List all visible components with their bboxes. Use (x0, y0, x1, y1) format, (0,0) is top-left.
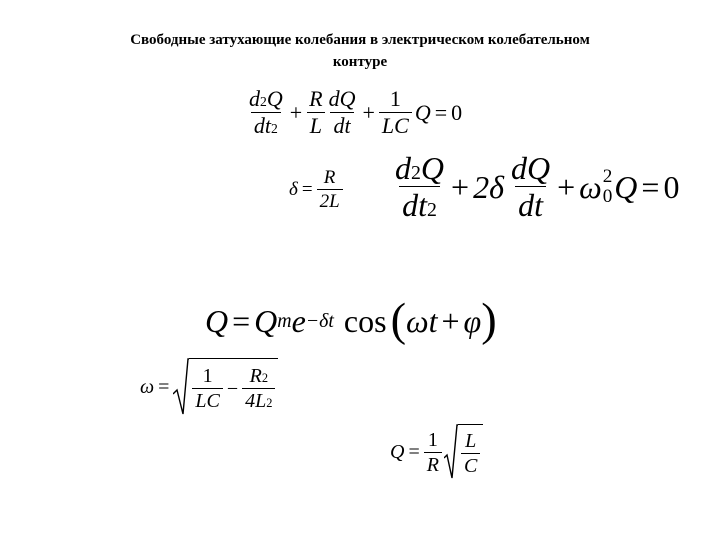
fraction-d2q-dt2: d 2 Q dt 2 (249, 86, 283, 138)
zero: 0 (451, 99, 463, 125)
fraction-r-over-2l (317, 168, 343, 211)
zero: 0 (663, 168, 680, 205)
fraction-d2q-dt2: d 2 Q dt 2 (395, 150, 445, 223)
equals-sign: = (408, 441, 420, 463)
fraction-r2-over-4l2: R 2 4L 2 (242, 366, 275, 411)
equation-frequency (140, 358, 278, 416)
symbol-d: d (249, 86, 260, 111)
symbol-dq: dQ (510, 150, 551, 186)
symbol-r: R (309, 86, 323, 111)
symbol-q: Q (420, 150, 445, 186)
fraction-1-over-lc (192, 366, 222, 411)
symbol-phi: φ (463, 303, 482, 340)
radical-sign-icon (173, 358, 189, 416)
fraction-dq-dt (326, 88, 359, 137)
plus-sign: + (557, 168, 576, 205)
fraction-1-over-lc (379, 88, 412, 137)
coefficient-2-delta: 2δ (473, 168, 504, 205)
square-root (173, 358, 278, 416)
symbol-r: R (323, 167, 336, 188)
symbol-c: C (463, 455, 478, 477)
symbol-l: L (309, 113, 322, 138)
subscript: 0 (602, 185, 613, 207)
plus-sign: + (451, 168, 470, 205)
square-root (444, 424, 483, 480)
numeral-one: 1 (427, 428, 438, 451)
symbol-delta: δ (289, 179, 298, 200)
subscript-m: m (277, 310, 292, 333)
exponent: 2 (602, 166, 613, 188)
symbol-dt: dt (253, 113, 271, 138)
symbol-r: R (426, 453, 439, 476)
symbol-r: R (249, 365, 262, 387)
omega-indices (603, 167, 613, 205)
numeral-one: 1 (202, 365, 213, 387)
symbol-dt: dt (402, 187, 427, 223)
equals-sign: = (301, 179, 313, 200)
fraction-l-over-c (461, 431, 480, 476)
equation-ode (246, 88, 462, 137)
symbol-dq: dQ (328, 86, 356, 111)
symbol-4l: 4L (245, 390, 267, 412)
symbol-2l: 2L (319, 191, 340, 212)
symbol-dt: dt (518, 187, 543, 223)
symbol-q: Q (390, 441, 405, 463)
symbol-q: Q (205, 303, 229, 340)
slide-title-line-1: Свободные затухающие колебания в электрическом колебательном (130, 32, 590, 48)
symbol-omega-t: ωt (406, 303, 438, 340)
plus-sign: + (441, 303, 460, 340)
exponent-minus-delta-t: −δt (305, 310, 334, 333)
equation-damped-oscillator (392, 152, 679, 221)
minus-sign: − (226, 377, 239, 400)
symbol-q: Q (266, 86, 283, 111)
symbol-l: L (465, 430, 477, 452)
symbol-dt: dt (333, 113, 351, 138)
plus-sign: + (289, 99, 303, 125)
symbol-omega: ω (140, 376, 155, 398)
symbol-e: e (291, 303, 306, 340)
symbol-lc: LC (381, 113, 409, 138)
equals-sign: = (232, 303, 251, 340)
equals-sign: = (641, 168, 660, 205)
symbol-d: d (395, 150, 411, 186)
symbol-q: Q (614, 168, 638, 205)
fraction-dq-dt (508, 152, 553, 221)
equation-solution (205, 295, 497, 346)
fraction-r-over-l (306, 88, 325, 137)
cos-function: cos (343, 303, 387, 340)
equation-delta-definition (289, 168, 343, 211)
slide-title-line-2: контуре (332, 54, 388, 70)
numeral-one: 1 (389, 86, 401, 111)
fraction-1-over-r (424, 430, 442, 475)
symbol-q: Q (414, 99, 431, 125)
left-paren: ( (390, 295, 407, 346)
plus-sign: + (362, 99, 375, 125)
radical-sign-icon (444, 424, 458, 480)
equals-sign: = (434, 99, 448, 125)
equation-quality-factor (390, 424, 483, 480)
equals-sign: = (158, 376, 170, 398)
right-paren: ) (481, 295, 497, 346)
symbol-omega: ω (579, 168, 602, 205)
symbol-q-amplitude: Q (254, 303, 278, 340)
symbol-lc: LC (195, 390, 220, 412)
